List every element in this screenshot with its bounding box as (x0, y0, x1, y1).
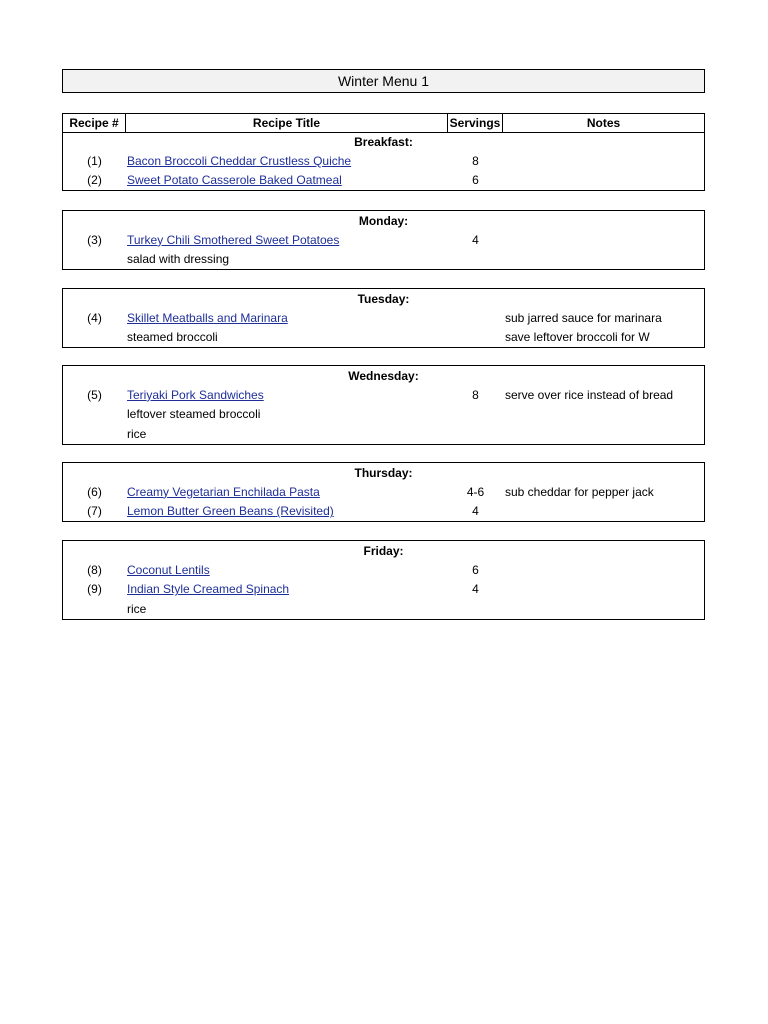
table-row (63, 482, 704, 502)
section-title: Thursday: (354, 465, 413, 480)
menu-section-2 (62, 288, 705, 348)
servings: 8 (472, 153, 479, 168)
table-row (63, 385, 704, 405)
column-header-notes: Notes (586, 116, 621, 130)
servings: 4 (472, 582, 479, 597)
recipe-title-cell (126, 388, 448, 402)
recipe-title-link[interactable]: Lemon Butter Green Beans (Revisited) (127, 504, 334, 519)
column-header-servings: Servings (448, 114, 503, 132)
table-row (63, 151, 704, 171)
section-title: Tuesday: (357, 291, 410, 306)
table-row (63, 405, 704, 425)
recipe-number: (7) (87, 504, 102, 519)
servings: 4-6 (466, 484, 485, 499)
recipe-title-link[interactable]: Sweet Potato Casserole Baked Oatmeal (127, 173, 342, 188)
recipe-title-cell (126, 504, 448, 518)
table-row (63, 424, 704, 444)
notes: serve over rice instead of bread (505, 387, 674, 402)
table-row (63, 308, 704, 328)
recipe-title-cell (126, 311, 448, 325)
recipe-title-cell (126, 154, 448, 168)
column-header-recipe-title: Recipe Title (126, 114, 448, 132)
table-row (63, 560, 704, 580)
table-row (63, 328, 704, 348)
servings: 6 (472, 173, 479, 188)
table-row (63, 580, 704, 600)
table-header (62, 113, 705, 133)
table-row (63, 171, 704, 191)
recipe-number: (2) (87, 173, 102, 188)
side-dish-text: rice (127, 426, 147, 441)
recipe-title-cell (126, 582, 448, 596)
menu-section-4 (62, 462, 705, 522)
recipe-number: (5) (87, 387, 102, 402)
menu-title: Winter Menu 1 (62, 69, 705, 93)
menu-section-3 (62, 365, 705, 445)
side-dish-text: salad with dressing (127, 252, 230, 267)
section-title: Monday: (358, 213, 409, 228)
section-title: Wednesday: (348, 368, 419, 383)
servings: 4 (472, 504, 479, 519)
menu-section-1 (62, 210, 705, 270)
recipe-number: (8) (87, 562, 102, 577)
recipe-title-cell (126, 563, 448, 577)
recipe-title-cell (126, 485, 448, 499)
notes: sub cheddar for pepper jack (505, 484, 654, 499)
recipe-number: (3) (87, 232, 102, 247)
recipe-title-link[interactable]: Turkey Chili Smothered Sweet Potatoes (127, 232, 340, 247)
recipe-title-link[interactable]: Indian Style Creamed Spinach (127, 582, 290, 597)
recipe-number: (1) (87, 153, 102, 168)
side-dish-text: rice (127, 601, 147, 616)
section-title: Breakfast: (354, 134, 413, 149)
notes: sub jarred sauce for marinara (505, 310, 662, 325)
side-dish-text: leftover steamed broccoli (127, 407, 261, 422)
section-title: Friday: (363, 543, 404, 558)
side-dish-text: steamed broccoli (127, 330, 218, 345)
recipe-number: (4) (87, 310, 102, 325)
menu-section-5 (62, 540, 705, 620)
notes: save leftover broccoli for W (505, 330, 650, 345)
servings: 4 (472, 232, 479, 247)
recipe-title-link[interactable]: Creamy Vegetarian Enchilada Pasta (127, 484, 320, 499)
table-row (63, 599, 704, 619)
table-row (63, 502, 704, 522)
recipe-title-cell (126, 233, 448, 247)
recipe-number: (9) (87, 582, 102, 597)
table-row (63, 230, 704, 250)
column-header-recipe-number: Recipe # (63, 114, 126, 132)
recipe-title-cell (126, 173, 448, 187)
recipe-title-link[interactable]: Bacon Broccoli Cheddar Crustless Quiche (127, 153, 352, 168)
recipe-title-link[interactable]: Coconut Lentils (127, 562, 210, 577)
recipe-title-link[interactable]: Teriyaki Pork Sandwiches (127, 387, 264, 402)
menu-section-0 (62, 132, 705, 191)
recipe-number: (6) (87, 484, 102, 499)
recipe-title-link[interactable]: Skillet Meatballs and Marinara (127, 310, 288, 325)
table-row (63, 250, 704, 270)
servings: 8 (472, 387, 479, 402)
servings: 6 (472, 562, 479, 577)
